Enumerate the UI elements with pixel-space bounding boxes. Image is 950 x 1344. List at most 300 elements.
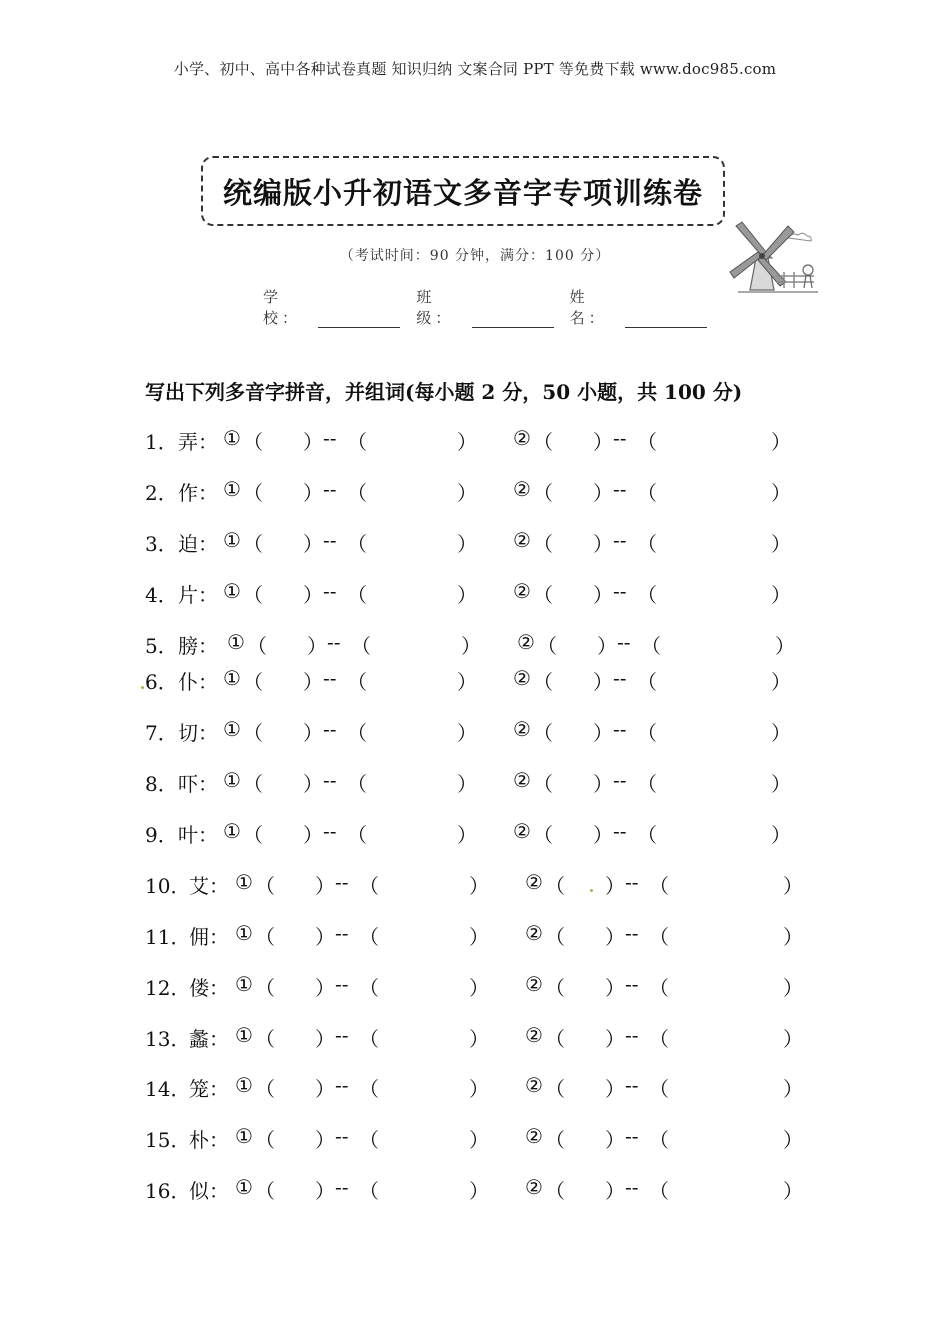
- open-paren: （: [649, 1077, 669, 1101]
- close-paren: ）: [593, 670, 613, 694]
- name-label: 姓名：: [569, 288, 608, 327]
- open-paren: （: [359, 1179, 379, 1203]
- circle-two: ②: [525, 972, 543, 996]
- open-paren: （: [637, 670, 657, 694]
- close-paren: ）: [469, 1179, 489, 1203]
- question-number: 14．: [145, 1077, 191, 1101]
- circle-two: ②: [525, 1073, 543, 1097]
- exam-info: （考试时间：90 分钟，满分：100 分）: [339, 248, 611, 264]
- close-paren: ）: [303, 532, 323, 556]
- title-box: [201, 156, 725, 226]
- close-paren: ）: [315, 976, 335, 1000]
- circle-one: ①: [235, 1175, 253, 1199]
- class-field[interactable]: [472, 313, 554, 328]
- word-blank-2[interactable]: [671, 1073, 781, 1099]
- circle-two: ②: [525, 1124, 543, 1148]
- open-paren: （: [533, 823, 553, 847]
- close-paren: ）: [771, 823, 791, 847]
- close-paren: ）: [605, 1179, 625, 1203]
- word-blank-2[interactable]: [659, 819, 769, 845]
- close-paren: ）: [771, 532, 791, 556]
- pinyin-blank-2[interactable]: [567, 921, 603, 947]
- question-char: 偻：: [189, 976, 229, 1000]
- circle-one: ①: [235, 870, 253, 894]
- close-paren: ）: [605, 1128, 625, 1152]
- pinyin-blank-1[interactable]: [277, 870, 313, 896]
- dash: --: [327, 630, 341, 654]
- close-paren: ）: [469, 976, 489, 1000]
- question-char: 作：: [178, 481, 218, 505]
- open-paren: （: [243, 481, 263, 505]
- close-paren: ）: [783, 1179, 803, 1203]
- open-paren: （: [545, 1128, 565, 1152]
- close-paren: ）: [457, 670, 477, 694]
- open-paren: （: [649, 1179, 669, 1203]
- pinyin-blank-2[interactable]: [567, 972, 603, 998]
- circle-one: ①: [223, 717, 241, 741]
- dash: --: [625, 1073, 639, 1097]
- pinyin-blank-1[interactable]: [265, 528, 301, 554]
- close-paren: ）: [303, 772, 323, 796]
- close-paren: ）: [461, 634, 481, 658]
- close-paren: ）: [783, 925, 803, 949]
- open-paren: （: [545, 976, 565, 1000]
- open-paren: （: [243, 823, 263, 847]
- word-blank-2[interactable]: [671, 870, 781, 896]
- open-paren: （: [533, 721, 553, 745]
- circle-one: ①: [227, 630, 245, 654]
- word-blank-2[interactable]: [659, 426, 769, 452]
- close-paren: ）: [315, 874, 335, 898]
- close-paren: ）: [303, 670, 323, 694]
- word-blank-2[interactable]: [659, 528, 769, 554]
- close-paren: ）: [457, 532, 477, 556]
- open-paren: （: [255, 925, 275, 949]
- open-paren: （: [347, 481, 367, 505]
- circle-two: ②: [525, 921, 543, 945]
- circle-two: ②: [513, 666, 531, 690]
- pinyin-blank-1[interactable]: [265, 477, 301, 503]
- word-blank-2[interactable]: [671, 1124, 781, 1150]
- open-paren: （: [359, 1027, 379, 1051]
- circle-two: ②: [525, 870, 543, 894]
- open-paren: （: [533, 670, 553, 694]
- open-paren: （: [243, 583, 263, 607]
- question-number: 7．: [145, 721, 178, 745]
- close-paren: ）: [457, 430, 477, 454]
- pinyin-blank-1[interactable]: [265, 426, 301, 452]
- word-blank-1[interactable]: [381, 1023, 467, 1049]
- word-blank-1[interactable]: [369, 717, 455, 743]
- dash: --: [323, 579, 337, 603]
- dash: --: [335, 1073, 349, 1097]
- open-paren: （: [649, 976, 669, 1000]
- open-paren: （: [637, 481, 657, 505]
- word-blank-2[interactable]: [659, 666, 769, 692]
- open-paren: （: [637, 721, 657, 745]
- question-number: 8．: [145, 772, 178, 796]
- pinyin-blank-1[interactable]: [277, 921, 313, 947]
- dash: --: [613, 528, 627, 552]
- word-blank-1[interactable]: [381, 1124, 467, 1150]
- open-paren: （: [351, 634, 371, 658]
- open-paren: （: [243, 670, 263, 694]
- word-blank-1[interactable]: [369, 819, 455, 845]
- open-paren: （: [533, 430, 553, 454]
- word-blank-2[interactable]: [671, 921, 781, 947]
- open-paren: （: [359, 1077, 379, 1101]
- open-paren: （: [637, 823, 657, 847]
- open-paren: （: [255, 874, 275, 898]
- dash: --: [625, 1124, 639, 1148]
- close-paren: ）: [775, 634, 795, 658]
- close-paren: ）: [457, 772, 477, 796]
- word-blank-1[interactable]: [381, 972, 467, 998]
- word-blank-1[interactable]: [381, 1073, 467, 1099]
- close-paren: ）: [469, 925, 489, 949]
- dash: --: [625, 972, 639, 996]
- open-paren: （: [637, 772, 657, 796]
- circle-one: ①: [223, 819, 241, 843]
- word-blank-1[interactable]: [369, 528, 455, 554]
- pinyin-blank-2[interactable]: [555, 579, 591, 605]
- open-paren: （: [255, 976, 275, 1000]
- pinyin-blank-1[interactable]: [265, 717, 301, 743]
- school-label: 学校：: [263, 288, 302, 327]
- student-info: [263, 286, 723, 328]
- circle-two: ②: [513, 819, 531, 843]
- question-char: 片：: [178, 583, 218, 607]
- word-blank-2[interactable]: [659, 477, 769, 503]
- open-paren: （: [537, 634, 557, 658]
- question-number: 11．: [145, 925, 191, 949]
- close-paren: ）: [307, 634, 327, 658]
- open-paren: （: [243, 721, 263, 745]
- word-blank-2[interactable]: [671, 1175, 781, 1201]
- close-paren: ）: [771, 721, 791, 745]
- question-char: 笼：: [189, 1077, 229, 1101]
- question-char: 仆：: [178, 670, 218, 694]
- pinyin-blank-1[interactable]: [265, 666, 301, 692]
- circle-two: ②: [513, 717, 531, 741]
- circle-one: ①: [235, 972, 253, 996]
- pinyin-blank-2[interactable]: [567, 1073, 603, 1099]
- close-paren: ）: [457, 823, 477, 847]
- open-paren: （: [347, 583, 367, 607]
- close-paren: ）: [605, 1077, 625, 1101]
- dash: --: [625, 870, 639, 894]
- pinyin-blank-2[interactable]: [567, 870, 603, 896]
- question-char: 膀：: [178, 634, 218, 658]
- circle-one: ①: [235, 1124, 253, 1148]
- question-number: 15．: [145, 1128, 191, 1152]
- pinyin-blank-2[interactable]: [555, 717, 591, 743]
- close-paren: ）: [593, 721, 613, 745]
- dash: --: [323, 819, 337, 843]
- question-char: 蠡：: [189, 1027, 229, 1051]
- dash: --: [323, 477, 337, 501]
- dash: --: [613, 666, 627, 690]
- close-paren: ）: [593, 583, 613, 607]
- close-paren: ）: [593, 430, 613, 454]
- open-paren: （: [347, 430, 367, 454]
- question-char: 艾：: [189, 874, 229, 898]
- question-number: 1．: [145, 430, 178, 454]
- stray-dot: [590, 889, 593, 892]
- dash: --: [625, 921, 639, 945]
- close-paren: ）: [783, 1077, 803, 1101]
- open-paren: （: [359, 976, 379, 1000]
- question-number: 13．: [145, 1027, 191, 1051]
- question-number: 12．: [145, 976, 191, 1000]
- circle-one: ①: [235, 1023, 253, 1047]
- close-paren: ）: [315, 925, 335, 949]
- dash: --: [613, 819, 627, 843]
- close-paren: ）: [593, 772, 613, 796]
- class-label: 班级：: [416, 288, 455, 327]
- pinyin-blank-1[interactable]: [269, 630, 305, 656]
- open-paren: （: [649, 1128, 669, 1152]
- dash: --: [613, 717, 627, 741]
- question-char: 弄：: [178, 430, 218, 454]
- close-paren: ）: [771, 481, 791, 505]
- open-paren: （: [649, 1027, 669, 1051]
- open-paren: （: [243, 772, 263, 796]
- question-number: 4．: [145, 583, 178, 607]
- circle-one: ①: [223, 528, 241, 552]
- open-paren: （: [637, 430, 657, 454]
- dash: --: [625, 1023, 639, 1047]
- open-paren: （: [255, 1027, 275, 1051]
- close-paren: ）: [783, 1027, 803, 1051]
- close-paren: ）: [303, 721, 323, 745]
- close-paren: ）: [593, 823, 613, 847]
- close-paren: ）: [783, 1128, 803, 1152]
- pinyin-blank-1[interactable]: [265, 768, 301, 794]
- school-field[interactable]: [318, 313, 400, 328]
- close-paren: ）: [771, 670, 791, 694]
- dash: --: [335, 870, 349, 894]
- dash: --: [335, 1175, 349, 1199]
- close-paren: ）: [315, 1128, 335, 1152]
- close-paren: ）: [469, 1128, 489, 1152]
- question-number: 2．: [145, 481, 178, 505]
- word-blank-1[interactable]: [373, 630, 459, 656]
- open-paren: （: [649, 925, 669, 949]
- question-char: 佣：: [189, 925, 229, 949]
- dash: --: [617, 630, 631, 654]
- question-char: 叶：: [178, 823, 218, 847]
- question-char: 吓：: [178, 772, 218, 796]
- circle-one: ①: [223, 579, 241, 603]
- question-char: 似：: [189, 1179, 229, 1203]
- word-blank-1[interactable]: [381, 921, 467, 947]
- question-char: 朴：: [189, 1128, 229, 1152]
- circle-one: ①: [223, 426, 241, 450]
- stray-dot: [141, 686, 144, 689]
- question-number: 6．: [145, 670, 178, 694]
- dash: --: [323, 666, 337, 690]
- pinyin-blank-2[interactable]: [555, 666, 591, 692]
- pinyin-blank-1[interactable]: [277, 1073, 313, 1099]
- open-paren: （: [255, 1077, 275, 1101]
- close-paren: ）: [593, 532, 613, 556]
- open-paren: （: [243, 430, 263, 454]
- pinyin-blank-1[interactable]: [265, 819, 301, 845]
- dash: --: [323, 528, 337, 552]
- open-paren: （: [637, 532, 657, 556]
- circle-one: ①: [223, 666, 241, 690]
- circle-two: ②: [517, 630, 535, 654]
- pinyin-blank-1[interactable]: [277, 1124, 313, 1150]
- pinyin-blank-1[interactable]: [277, 1175, 313, 1201]
- word-blank-1[interactable]: [381, 1175, 467, 1201]
- dash: --: [323, 426, 337, 450]
- pinyin-blank-2[interactable]: [555, 819, 591, 845]
- word-blank-1[interactable]: [369, 579, 455, 605]
- dash: --: [613, 477, 627, 501]
- page-title: 统编版小升初语文多音字专项训练卷: [222, 175, 703, 210]
- open-paren: （: [533, 481, 553, 505]
- open-paren: （: [347, 823, 367, 847]
- pinyin-blank-2[interactable]: [567, 1175, 603, 1201]
- word-blank-1[interactable]: [369, 477, 455, 503]
- close-paren: ）: [315, 1027, 335, 1051]
- dash: --: [613, 426, 627, 450]
- open-paren: （: [359, 1128, 379, 1152]
- open-paren: （: [545, 1179, 565, 1203]
- close-paren: ）: [771, 583, 791, 607]
- dash: --: [323, 768, 337, 792]
- circle-one: ①: [235, 921, 253, 945]
- dash: --: [613, 579, 627, 603]
- pinyin-blank-2[interactable]: [555, 426, 591, 452]
- open-paren: （: [641, 634, 661, 658]
- question-number: 3．: [145, 532, 178, 556]
- word-blank-1[interactable]: [369, 666, 455, 692]
- word-blank-2[interactable]: [659, 579, 769, 605]
- dash: --: [323, 717, 337, 741]
- close-paren: ）: [593, 481, 613, 505]
- close-paren: ）: [469, 874, 489, 898]
- question-number: 16．: [145, 1179, 191, 1203]
- open-paren: （: [637, 583, 657, 607]
- open-paren: （: [545, 874, 565, 898]
- circle-one: ①: [235, 1073, 253, 1097]
- question-number: 10．: [145, 874, 191, 898]
- open-paren: （: [347, 772, 367, 796]
- word-blank-1[interactable]: [369, 426, 455, 452]
- close-paren: ）: [783, 976, 803, 1000]
- open-paren: （: [347, 670, 367, 694]
- dash: --: [625, 1175, 639, 1199]
- pinyin-blank-2[interactable]: [555, 768, 591, 794]
- pinyin-blank-2[interactable]: [555, 477, 591, 503]
- word-blank-2[interactable]: [659, 768, 769, 794]
- close-paren: ）: [771, 430, 791, 454]
- circle-two: ②: [513, 426, 531, 450]
- close-paren: ）: [303, 481, 323, 505]
- pinyin-blank-2[interactable]: [559, 630, 595, 656]
- word-blank-2[interactable]: [671, 1023, 781, 1049]
- pinyin-blank-1[interactable]: [277, 972, 313, 998]
- question-number: 9．: [145, 823, 178, 847]
- close-paren: ）: [597, 634, 617, 658]
- close-paren: ）: [457, 481, 477, 505]
- close-paren: ）: [771, 772, 791, 796]
- word-blank-1[interactable]: [381, 870, 467, 896]
- word-blank-2[interactable]: [671, 972, 781, 998]
- question-char: 迫：: [178, 532, 218, 556]
- windmill-illustration: [728, 212, 824, 298]
- name-field[interactable]: [625, 313, 707, 328]
- open-paren: （: [347, 721, 367, 745]
- circle-two: ②: [513, 768, 531, 792]
- close-paren: ）: [605, 874, 625, 898]
- circle-two: ②: [525, 1023, 543, 1047]
- question-number: 5．: [145, 634, 178, 658]
- dash: --: [335, 1124, 349, 1148]
- word-blank-2[interactable]: [663, 630, 773, 656]
- open-paren: （: [347, 532, 367, 556]
- close-paren: ）: [783, 874, 803, 898]
- pinyin-blank-2[interactable]: [567, 1124, 603, 1150]
- dash: --: [335, 921, 349, 945]
- open-paren: （: [255, 1179, 275, 1203]
- open-paren: （: [359, 874, 379, 898]
- open-paren: （: [247, 634, 267, 658]
- close-paren: ）: [303, 583, 323, 607]
- open-paren: （: [359, 925, 379, 949]
- open-paren: （: [649, 874, 669, 898]
- pinyin-blank-2[interactable]: [555, 528, 591, 554]
- pinyin-blank-2[interactable]: [567, 1023, 603, 1049]
- open-paren: （: [255, 1128, 275, 1152]
- open-paren: （: [533, 772, 553, 796]
- open-paren: （: [243, 532, 263, 556]
- close-paren: ）: [303, 823, 323, 847]
- close-paren: ）: [605, 1027, 625, 1051]
- pinyin-blank-1[interactable]: [277, 1023, 313, 1049]
- word-blank-1[interactable]: [369, 768, 455, 794]
- open-paren: （: [533, 532, 553, 556]
- word-blank-2[interactable]: [659, 717, 769, 743]
- circle-two: ②: [513, 579, 531, 603]
- pinyin-blank-1[interactable]: [265, 579, 301, 605]
- circle-two: ②: [525, 1175, 543, 1199]
- circle-two: ②: [513, 477, 531, 501]
- circle-one: ①: [223, 477, 241, 501]
- circle-one: ①: [223, 768, 241, 792]
- close-paren: ）: [315, 1179, 335, 1203]
- close-paren: ）: [457, 721, 477, 745]
- dash: --: [613, 768, 627, 792]
- section-title: 写出下列多音字拼音，并组词(每小题 2 分，50 小题，共 100 分): [145, 380, 743, 404]
- circle-two: ②: [513, 528, 531, 552]
- open-paren: （: [545, 1077, 565, 1101]
- open-paren: （: [545, 925, 565, 949]
- dash: --: [335, 972, 349, 996]
- dash: --: [335, 1023, 349, 1047]
- close-paren: ）: [605, 976, 625, 1000]
- close-paren: ）: [469, 1077, 489, 1101]
- open-paren: （: [545, 1027, 565, 1051]
- close-paren: ）: [469, 1027, 489, 1051]
- question-char: 切：: [178, 721, 218, 745]
- close-paren: ）: [605, 925, 625, 949]
- close-paren: ）: [303, 430, 323, 454]
- close-paren: ）: [457, 583, 477, 607]
